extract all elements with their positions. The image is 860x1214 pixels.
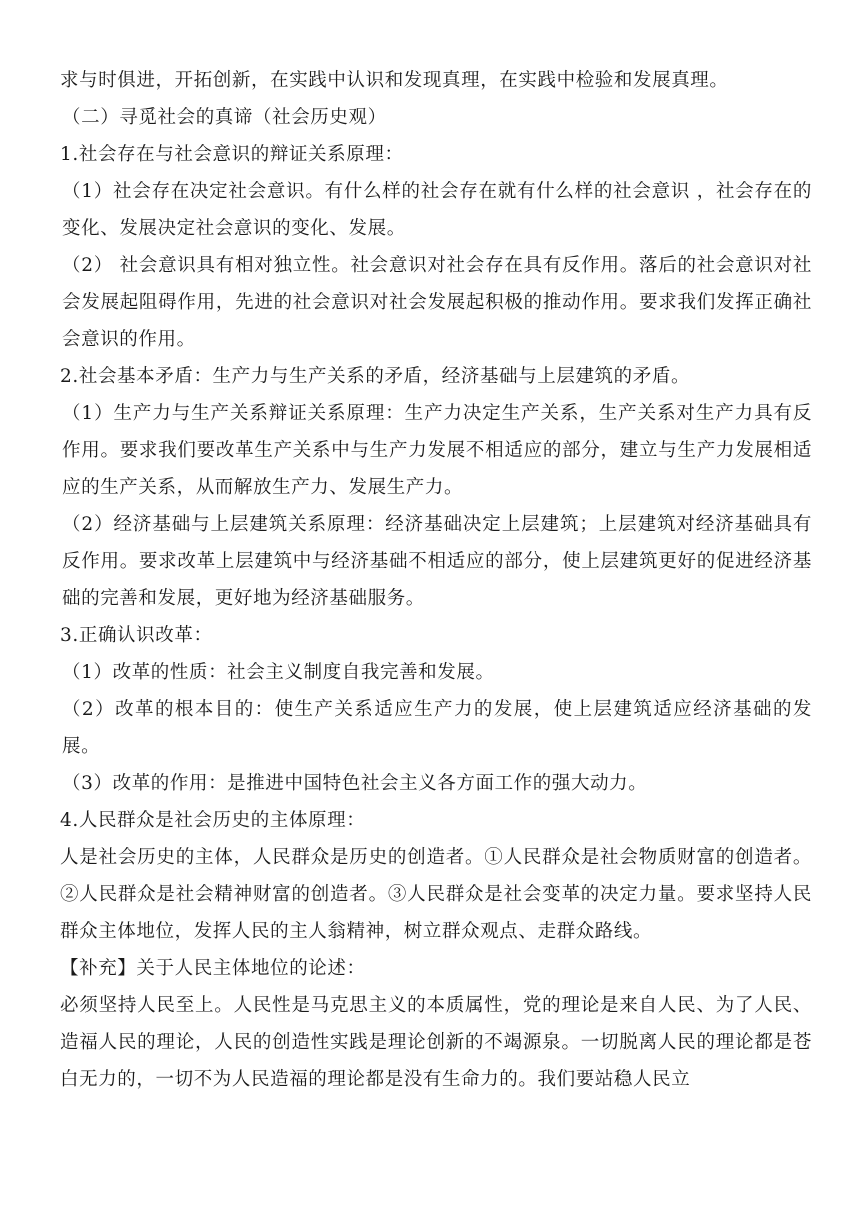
paragraph-continuation: 求与时俱进，开拓创新，在实践中认识和发现真理，在实践中检验和发展真理。 <box>60 70 729 91</box>
paragraph-2-1: （1）生产力与生产关系辩证关系原理：生产力决定生产关系，生产关系对生产力具有反作用。要求我们要改革生产关系中与生产力发展不相适应的部分，建立与生产力发展相适应的生产关系，从而解放生产力、发展生产力。 <box>62 403 812 498</box>
paragraph-4-body: 人是社会历史的主体，人民群众是历史的创造者。①人民群众是社会物质财富的创造者。②人民群众是社会精神财富的创造者。③人民群众是社会变革的决定力量。要求坚持人民群众主体地位，发挥人民的主人翁精神，树立群众观点、走群众路线。 <box>60 847 812 942</box>
paragraph-2-2: （2）经济基础与上层建筑关系原理：经济基础决定上层建筑；上层建筑对经济基础具有反作用。要求改革上层建筑中与经济基础不相适应的部分，使上层建筑更好的促进经济基础的完善和发展，更好地为经济基础服务。 <box>62 514 812 609</box>
paragraph-3-3: （3）改革的作用：是推进中国特色社会主义各方面工作的强大动力。 <box>62 773 648 794</box>
heading-principle-1: 1.社会存在与社会意识的辩证关系原理： <box>60 144 404 165</box>
paragraph-3-1: （1）改革的性质：社会主义制度自我完善和发展。 <box>62 662 495 683</box>
heading-principle-3: 3.正确认识改革： <box>60 625 213 646</box>
supplement-body: 必须坚持人民至上。人民性是马克思主义的本质属性，党的理论是来自人民、为了人民、造福人民的理论，人民的创造性实践是理论创新的不竭源泉。一切脱离人民的理论都是苍白无力的，一切不为人民造福的理论都是没有生命力的。我们要站稳人民立 <box>60 995 812 1090</box>
paragraph-1-2: （2） 社会意识具有相对独立性。社会意识对社会存在具有反作用。落后的社会意识对社会发展起阻碍作用，先进的社会意识对社会发展起积极的推动作用。要求我们发挥正确社会意识的作用。 <box>62 255 812 350</box>
paragraph-3-2: （2）改革的根本目的：使生产关系适应生产力的发展，使上层建筑适应经济基础的发展。 <box>62 699 812 757</box>
paragraph-1-1: （1）社会存在决定社会意识。有什么样的社会存在就有什么样的社会意识 ，社会存在的变化、发展决定社会意识的变化、发展。 <box>62 181 812 239</box>
heading-principle-4: 4.人民群众是社会历史的主体原理： <box>60 810 366 831</box>
supplement-heading: 【补充】关于人民主体地位的论述： <box>60 958 366 979</box>
heading-principle-2: 2.社会基本矛盾：生产力与生产关系的矛盾，经济基础与上层建筑的矛盾。 <box>60 366 691 387</box>
section-heading-social-history: （二）寻觅社会的真谛（社会历史观） <box>62 107 387 128</box>
document-page <box>60 62 812 1098</box>
